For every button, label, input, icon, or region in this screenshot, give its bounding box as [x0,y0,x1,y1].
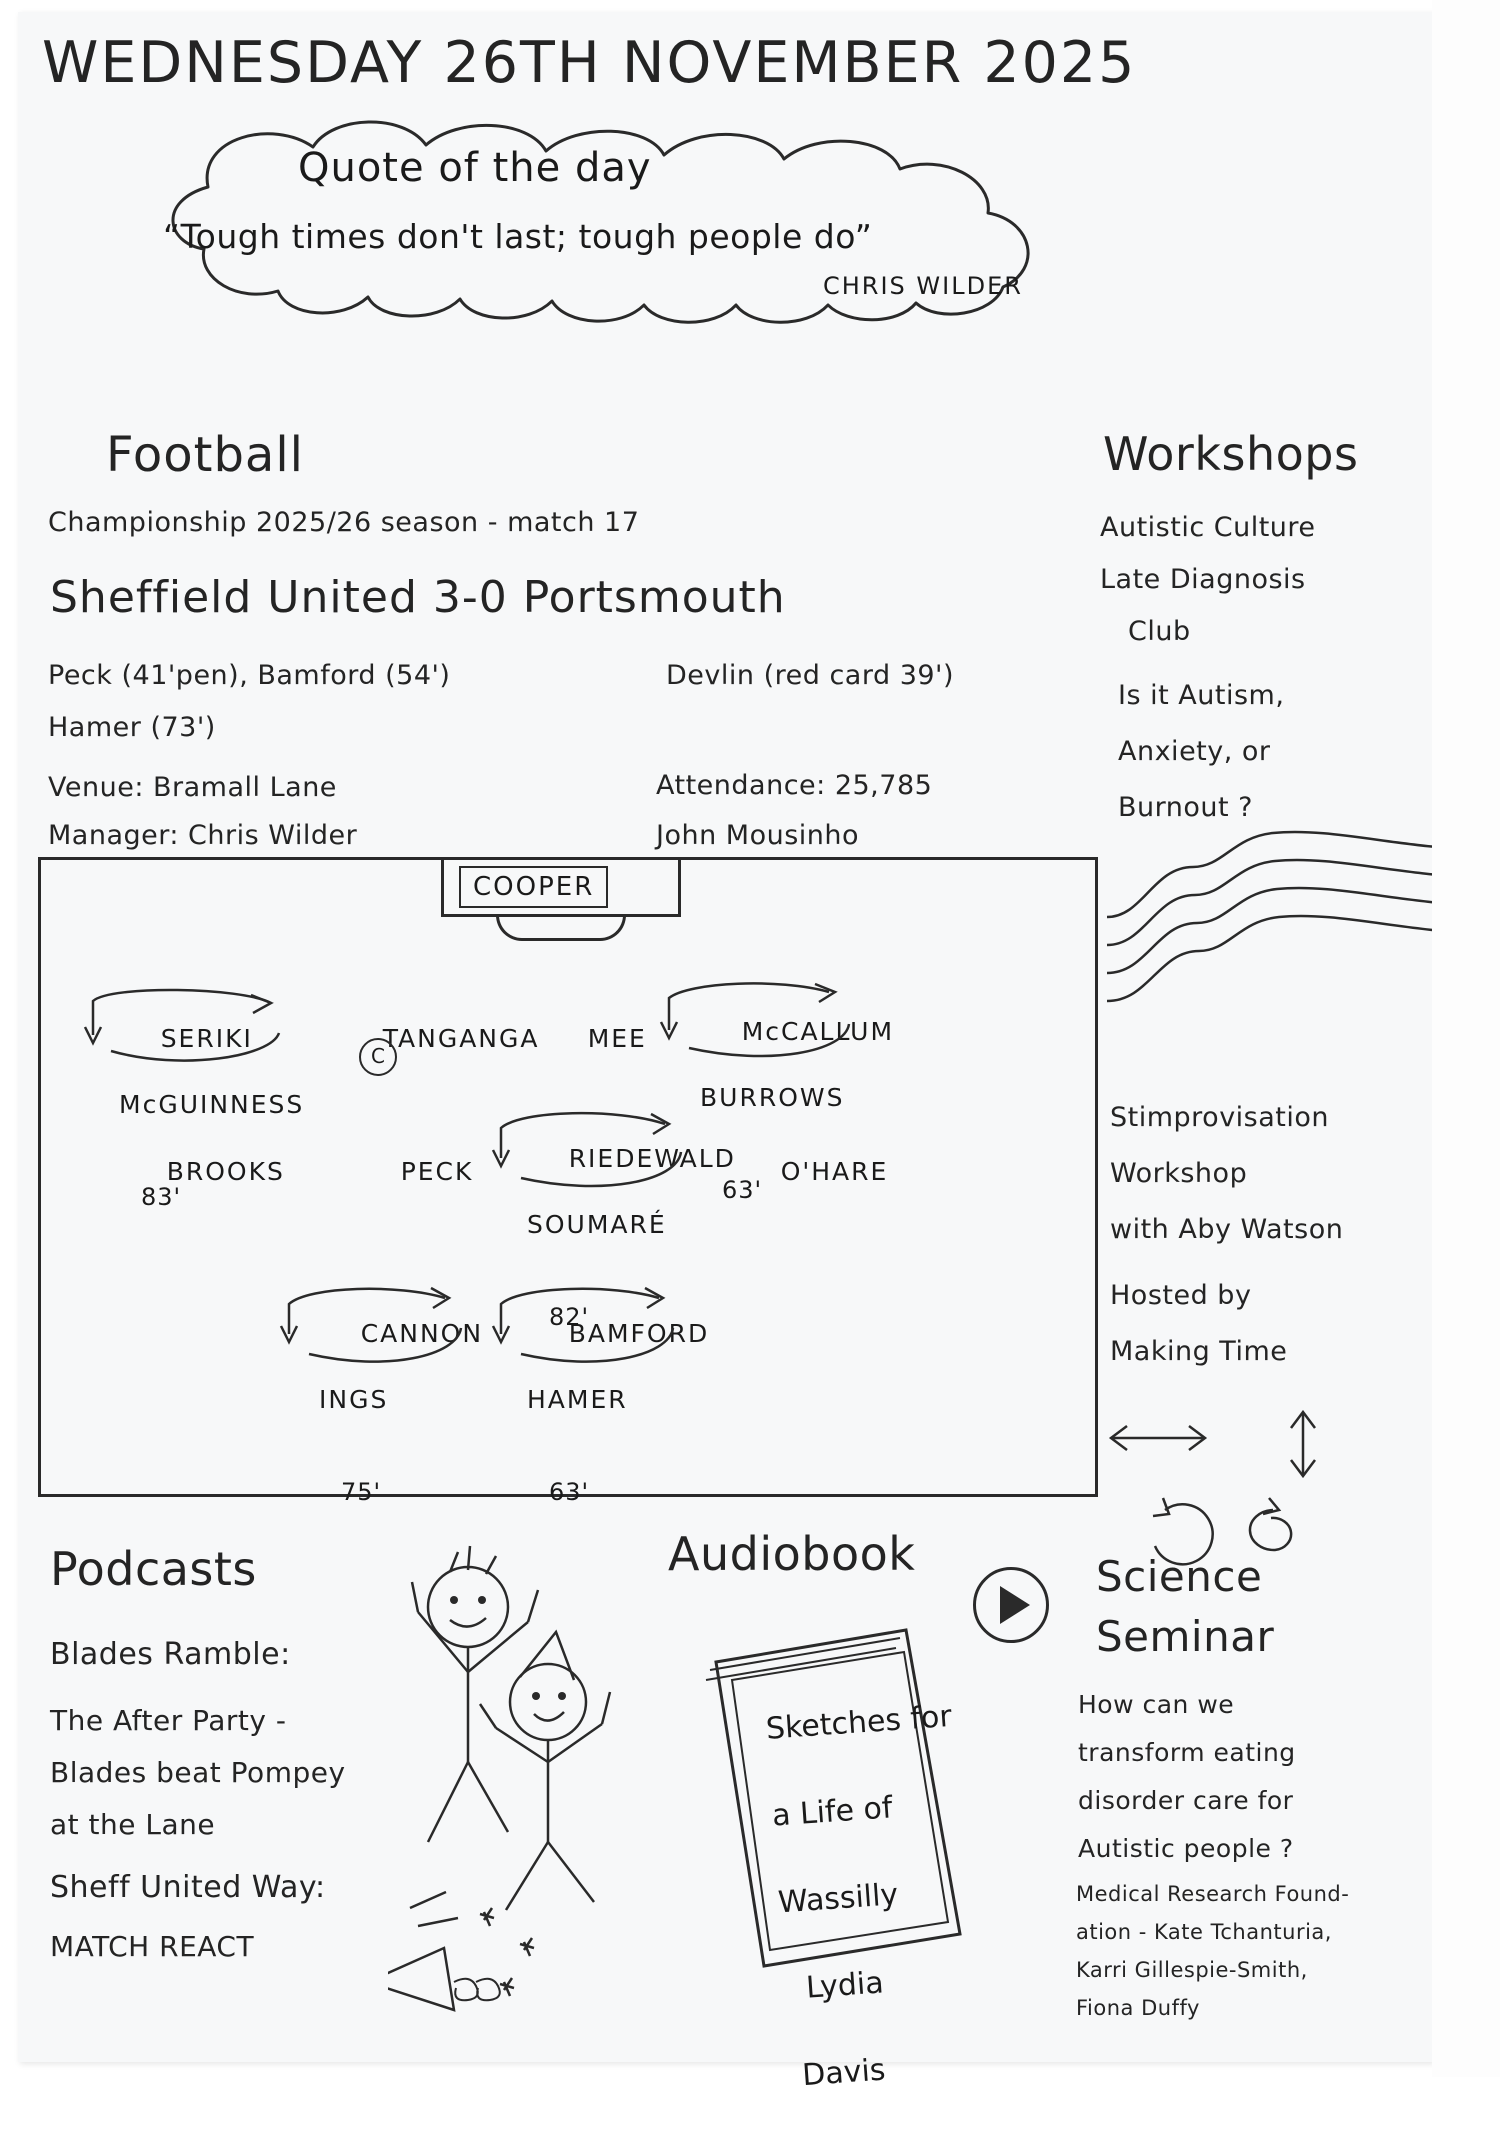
player-name: SERIKI [160,1024,253,1053]
home-manager: Manager: Chris Wilder [48,820,358,851]
podcast-show-2: Sheff United Way: [50,1870,326,1905]
substitution-minute: 75' [341,1478,382,1506]
podcast-show-1-episode-line-1: The After Party - [50,1704,287,1737]
science-seminar-question-line-4: Autistic people ? [1078,1834,1294,1863]
stim-line-2: Workshop [1110,1158,1248,1189]
stim-line-1: Stimprovisation [1110,1102,1330,1133]
player-tanganga [323,995,539,1082]
left-right-arrow-icon [1111,1426,1205,1450]
wavy-lines-decoration [1103,827,1483,1017]
quote-heading: Quote of the day [298,145,652,191]
workshop-item-3: Club [1128,616,1191,647]
podcast-show-2-episode: MATCH REACT [50,1930,255,1963]
audiobook-title-block [762,1651,981,2141]
venue: Venue: Bramall Lane [48,772,337,803]
attendance: Attendance: 25,785 [656,770,933,801]
stim-line-3: with Aby Watson [1110,1214,1344,1245]
goal-arc [496,915,626,941]
substitution-minute: 83' [141,1183,182,1211]
player-name: O'HARE [780,1157,889,1186]
up-down-arrow-icon [1291,1412,1315,1476]
player-name: CANNON [360,1319,484,1348]
lineup-pitch [38,857,1098,1506]
stim-line-5: Making Time [1110,1336,1288,1367]
player-substitute: SOUMARÉ [527,1210,667,1239]
quote-author: CHRIS WILDER [823,272,1023,300]
quote-of-the-day-cloud [58,117,1208,327]
page-title: WEDNESDAY 26TH NOVEMBER 2025 [42,30,1137,96]
player-name: PECK [400,1157,474,1186]
away-red-card-note: Devlin (red card 39') [666,660,955,691]
spiral-arrow-icon [1250,1498,1291,1550]
workshop-item-6: Burnout ? [1118,792,1254,823]
player-substitute: INGS [319,1385,389,1414]
audiobook-title-line-3: Wassilly [776,1876,900,1920]
football-heading: Football [106,427,305,483]
workshops-heading: Workshops [1103,427,1359,481]
workshop-item-4: Is it Autism, [1118,680,1285,711]
audiobook-title-line-1: Sketches for [764,1698,953,1747]
notebook-page [18,12,1433,2093]
movement-arrows-doodle [1103,1410,1433,1570]
quote-text: “Tough times don't last; tough people do” [163,217,873,256]
player-name: BROOKS [166,1157,285,1186]
player-ohare [721,1128,888,1215]
home-scorers-line-1: Peck (41'pen), Bamford (54') [48,660,451,691]
celebrating-fans-doodle [388,1512,718,2032]
football-competition: Championship 2025/26 season - match 17 [48,507,640,538]
science-seminar-question-line-3: disorder care for [1078,1786,1294,1815]
workshop-item-5: Anxiety, or [1118,736,1271,767]
home-scorers-line-2: Hamer (73') [48,712,216,743]
podcast-show-1: Blades Ramble: [50,1637,291,1672]
player-name: TANGANGA [382,1024,540,1053]
player-substitute: HAMER [527,1385,628,1414]
podcast-show-1-episode-line-2: Blades beat Pompey [50,1756,346,1789]
science-seminar-question-line-2: transform eating [1078,1738,1296,1767]
player-brooks [107,1128,285,1215]
science-seminar-credit-line-4: Fiona Duffy [1076,1996,1200,2020]
science-seminar-heading-line-2: Seminar [1096,1612,1275,1661]
substitution-minute: 63' [722,1176,763,1204]
player-mee [528,995,647,1082]
substitution-minute: 63' [549,1478,590,1506]
play-icon[interactable] [973,1567,1049,1643]
player-substitute: McGUINNESS [119,1090,305,1119]
player-peck [341,1128,473,1215]
workshop-item-1: Autistic Culture [1100,512,1316,543]
audiobook-author-line-2: Davis [801,2051,887,2093]
audiobook-title-line-2: a Life of [770,1789,894,1834]
audiobook-heading: Audiobook [668,1527,916,1581]
science-seminar-credit-line-3: Karri Gillespie-Smith, [1076,1958,1308,1982]
audiobook-author-line-1: Lydia [805,1964,885,2006]
science-seminar-heading-line-1: Science [1096,1552,1263,1601]
player-substitute: BURROWS [700,1083,845,1112]
player-name: RIEDEWALD [568,1144,736,1173]
away-manager: John Mousinho [656,820,860,851]
stim-line-4: Hosted by [1110,1280,1252,1311]
player-name: BAMFORD [568,1319,710,1348]
player-name: MEE [587,1024,647,1053]
workshop-item-2: Late Diagnosis [1100,564,1306,595]
player-goalkeeper: COOPER [459,866,608,908]
player-name: McCALLUM [741,1017,895,1046]
substitution-minute: 82' [549,1303,590,1331]
page-edge [1432,0,1500,2077]
football-scoreline: Sheffield United 3-0 Portsmouth [50,572,786,623]
podcast-show-1-episode-line-3: at the Lane [50,1808,216,1841]
captain-badge: C [359,1038,397,1076]
play-triangle [1000,1586,1030,1624]
science-seminar-credit-line-2: ation - Kate Tchanturia, [1076,1920,1332,1944]
science-seminar-question-line-1: How can we [1078,1690,1235,1719]
podcasts-heading: Podcasts [50,1542,257,1596]
science-seminar-credit-line-1: Medical Research Found- [1076,1882,1350,1906]
